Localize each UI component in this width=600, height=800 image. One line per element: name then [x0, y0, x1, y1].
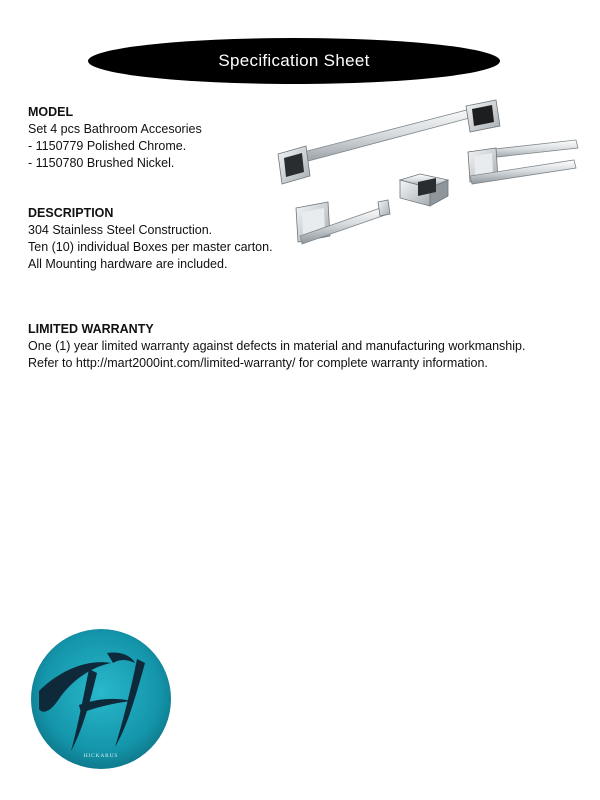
toilet-paper-holder: [296, 200, 390, 244]
model-section: [28, 104, 202, 172]
model-line: - 1150779 Polished Chrome.: [28, 139, 187, 153]
model-line: Set 4 pcs Bathroom Accesories: [28, 122, 202, 136]
product-image: [270, 96, 590, 256]
warranty-line: One (1) year limited warranty against defects in material and manufacturing workmanship.: [28, 339, 526, 353]
page-title: Specification Sheet: [218, 51, 370, 70]
warranty-section: [28, 321, 525, 372]
title-banner: [88, 38, 500, 84]
warranty-line: Refer to http://mart2000int.com/limited-warranty/ for complete warranty information.: [28, 356, 488, 370]
model-heading: MODEL: [28, 105, 74, 119]
description-line: 304 Stainless Steel Construction.: [28, 223, 213, 237]
model-line: - 1150780 Brushed Nickel.: [28, 156, 175, 170]
description-heading: DESCRIPTION: [28, 206, 114, 220]
robe-hook: [400, 174, 448, 206]
description-section: [28, 205, 273, 273]
towel-ring: [468, 140, 578, 184]
towel-bar: [278, 100, 500, 184]
description-line: Ten (10) individual Boxes per master carton.: [28, 240, 273, 254]
brand-logo: [31, 629, 171, 769]
logo-text: HICKARUS: [83, 753, 119, 759]
description-line: All Mounting hardware are included.: [28, 257, 228, 271]
warranty-heading: LIMITED WARRANTY: [28, 322, 154, 336]
